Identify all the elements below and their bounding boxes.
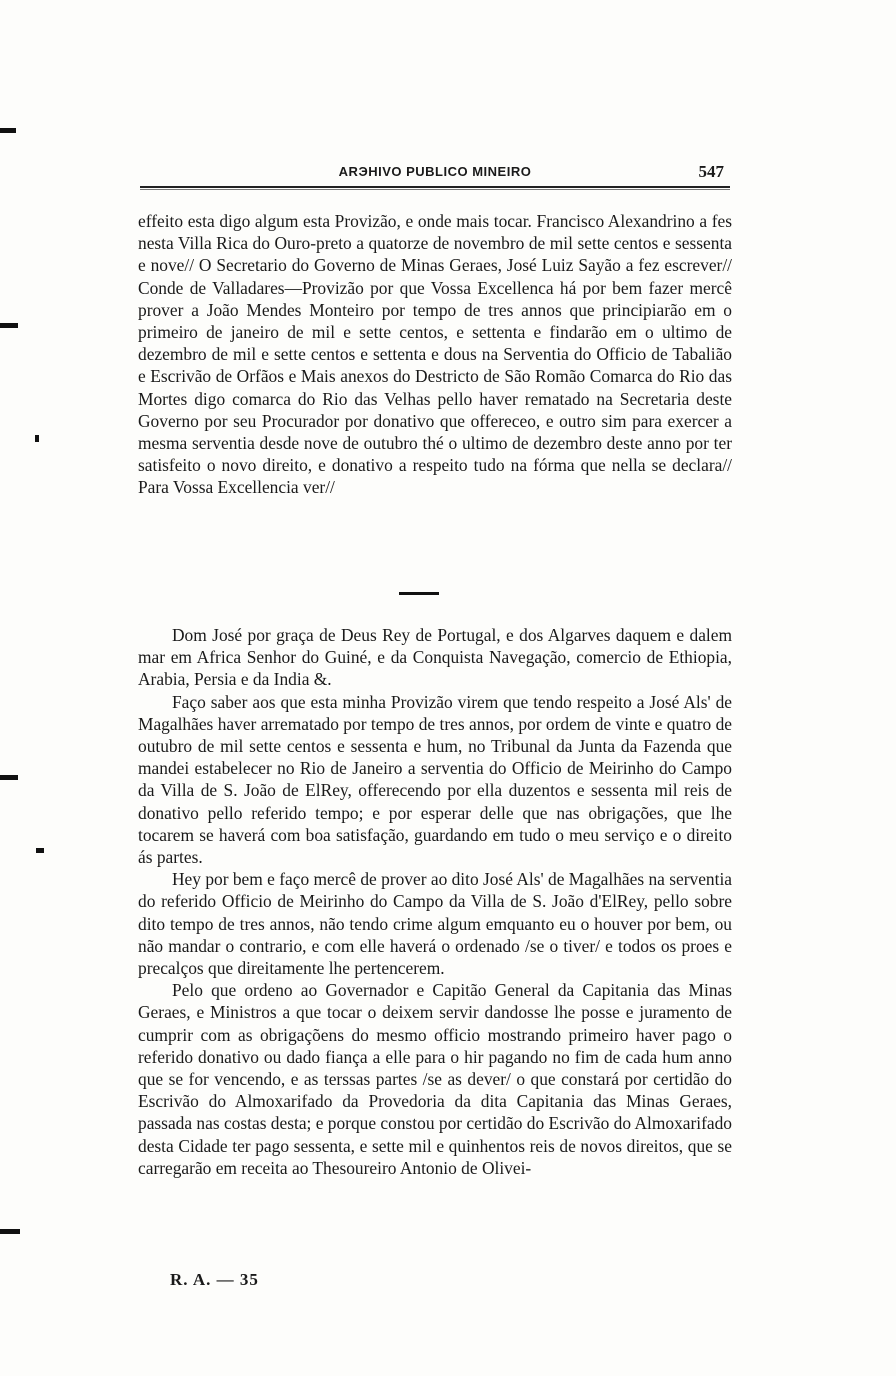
paragraph: Faço saber aos que esta minha Provizão virem que tendo respeito a José Als' de Magalhães haver arrematado por tempo de tres annos, por ordem de vinte e quatro de outubro de mil sette centos e sessenta e hum, no Tribunal da Junta da Fazenda que mandei estabelecer no Rio de Janeiro a serventia do Officio de Meirinho do Campo da Villa de S. João de ElRey, offerecendo por ella duzentos e sessenta mil reis de donativo pello referido tempo; e por esperar delle que nas obrigações, que lhe tocarem se haverá com boa satisfação, guardando em tudo o meu serviço e o direito ás partes.: [138, 691, 732, 868]
header-rule: [140, 186, 730, 190]
paragraph: effeito esta digo algum esta Provizão, e onde mais tocar. Francisco Alexandrino a fes nesta Villa Rica do Ouro-preto a quatorze de novembro de mil sette centos e sessenta e nove// O Secretario do Governo de Minas Geraes, José Luiz Sayão a fez escrever// Conde de Valladares—Provizão por que Vossa Excellenca há por bem fazer mercê prover a João Mendes Monteiro por tempo de tres annos que principiarão em o primeiro de janeiro de mil e sette centos, e settenta e findarão em o ultimo de dezembro de mil e sette centos e settenta e dous na Serventia do Officio de Tabalião e Escrivão de Orfãos e Mais anexos do Destricto de São Romão Comarca do Rio das Mortes digo comarca do Rio das Velhas pello haver rematado na Secretaria deste Governo por seu Procurador por donativo que offereceo, e outro sim para exercer a mesma serventia desde nove de outubro thé o ultimo de dezembro deste anno por ter satisfeito o novo direito, e donativo a respeito tudo na fórma que nella se declara// Para Vossa Excellencia ver//: [138, 211, 732, 498]
scan-mark: [0, 775, 18, 780]
scan-mark: [0, 1229, 20, 1234]
running-head: ARЭHIVO PUBLICO MINEIRO: [338, 164, 532, 179]
scan-mark: [0, 323, 18, 328]
text-block-provision: [138, 624, 732, 1179]
scan-mark: [35, 435, 39, 442]
section-separator: [399, 592, 439, 595]
scan-mark: [36, 848, 44, 853]
paragraph: Dom José por graça de Deus Rey de Portugal, e dos Algarves daquem e dalem mar em Africa Senhor do Guiné, e da Conquista Navegação, comercio de Ethiopia, Arabia, Persia e da India &.: [138, 625, 732, 690]
paragraph: Pelo que ordeno ao Governador e Capitão General da Capitania das Minas Geraes, e Ministros a que tocar o deixem servir dandosse lhe posse e juramento de cumprir com as obrigaçõens do mesmo officio mostrando primeiro haver pago o referido donativo ou dado fiança a elle para o hir pagando no fim de cada hum anno que se for vencendo, e as terssas partes /se as dever/ o que constará por certidão do Escrivão do Almoxarifado da Provedoria da dita Capitania das Minas Geraes, passada nas costas desta; e porque constou por certidão do Escrivão do Almoxarifado desta Cidade ter pago sessenta, e sette mil e quinhentos reis de novos direitos, que se carregarão em receita ao Thesoureiro Antonio de Olivei-: [138, 980, 733, 1178]
scan-mark: [0, 128, 16, 133]
text-block-top: [138, 210, 732, 499]
page-number: 547: [698, 162, 724, 181]
paragraph: Hey por bem e faço mercê de prover ao dito José Als' de Magalhães na serventia do referido Officio de Meirinho do Campo da Villa de S. João d'ElRey, pello sobre dito tempo de tres annos, não tendo crime algum emquanto eu o houver por bem, ou não mandar o contrario, e com elle haverá o ordenado /se o tiver/ e todos os proes e precalços que direitamente lhe pertencerem.: [138, 869, 732, 979]
signature-mark: R. A. — 35: [170, 1270, 259, 1289]
